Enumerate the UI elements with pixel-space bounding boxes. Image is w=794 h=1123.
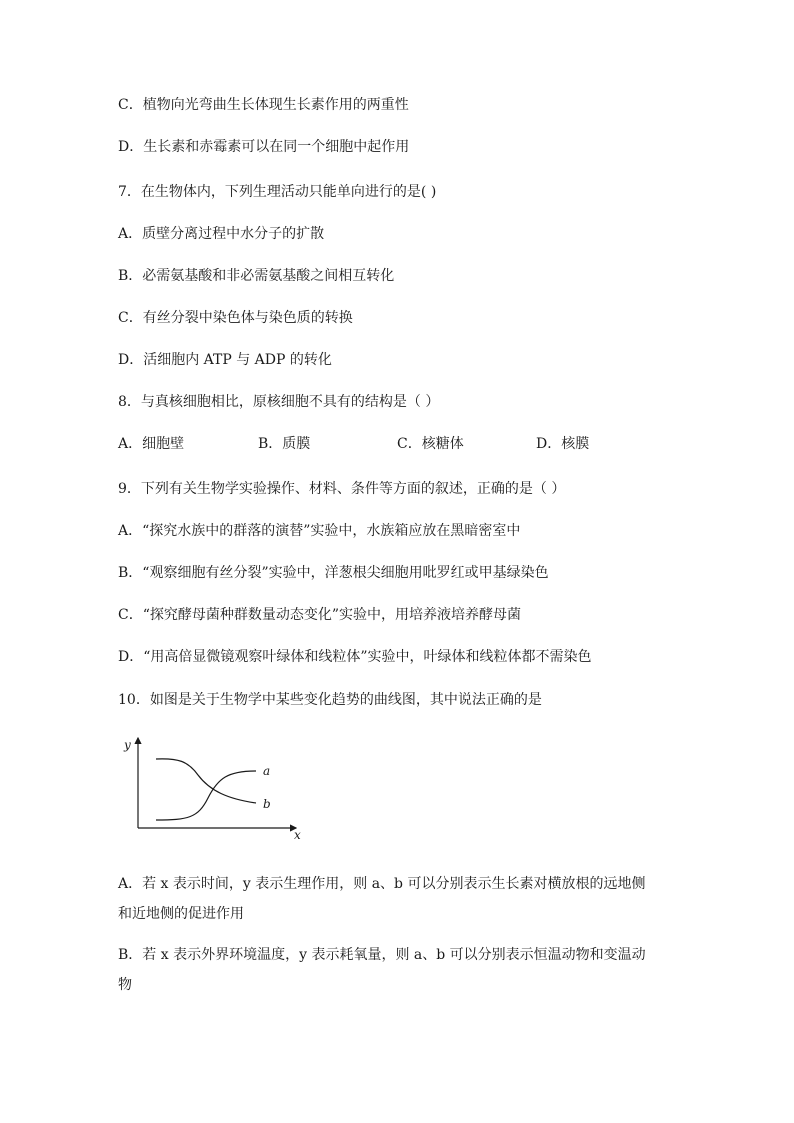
q8-option-c: C．核糖体 [397,436,464,452]
curve-b-label: b [263,797,271,811]
q9-option-a: A．“探究水族中的群落的演替”实验中，水族箱应放在黑暗密室中 [118,523,521,539]
q10-option-b-line1: B．若 x 表示外界环境温度，y 表示耗氧量，则 a、b 可以分别表示恒温动物和变温动 [118,947,646,963]
q7-option-d: D．活细胞内 ATP 与 ADP 的转化 [118,352,332,368]
q7-option-b: B．必需氨基酸和非必需氨基酸之间相互转化 [118,268,395,284]
x-axis-label: x [294,828,301,842]
q8-option-a: A．细胞壁 [118,436,185,452]
curve-b [156,759,256,803]
q9-option-c: C．“探究酵母菌种群数量动态变化”实验中，用培养液培养酵母菌 [118,607,522,623]
q10-stem: 10．如图是关于生物学中某些变化趋势的曲线图，其中说法正确的是 [118,692,542,708]
q6-option-c: C．植物向光弯曲生长体现生长素作用的两重性 [118,97,409,113]
q9-option-b: B．“观察细胞有丝分裂”实验中，洋葱根尖细胞用吡罗红或甲基绿染色 [118,565,549,581]
q10-option-a-line1: A．若 x 表示时间，y 表示生理作用，则 a、b 可以分别表示生长素对横放根的远地侧 [118,876,646,892]
q9-stem: 9．下列有关生物学实验操作、材料、条件等方面的叙述，正确的是（ ） [118,481,566,497]
q8-stem: 8．与真核细胞相比，原核细胞不具有的结构是（ ） [118,394,440,410]
q10-curve-graph [118,733,308,843]
q8-options-row [118,434,678,454]
q7-option-c: C．有丝分裂中染色体与染色质的转换 [118,310,353,326]
q10-option-a-line2: 和近地侧的促进作用 [118,906,244,922]
curve-a [156,771,256,820]
q6-option-d: D．生长素和赤霉素可以在同一个细胞中起作用 [118,139,410,155]
y-axis-label: y [124,738,131,752]
q8-option-b: B．质膜 [258,436,311,452]
q7-stem: 7．在生物体内，下列生理活动只能单向进行的是( ) [118,184,437,200]
q9-option-d: D．“用高倍显微镜观察叶绿体和线粒体”实验中，叶绿体和线粒体都不需染色 [118,649,592,665]
q8-option-d: D．核膜 [536,436,590,452]
curve-a-label: a [263,764,271,778]
q10-option-b-line2: 物 [118,977,132,993]
q7-option-a: A．质壁分离过程中水分子的扩散 [118,226,325,242]
